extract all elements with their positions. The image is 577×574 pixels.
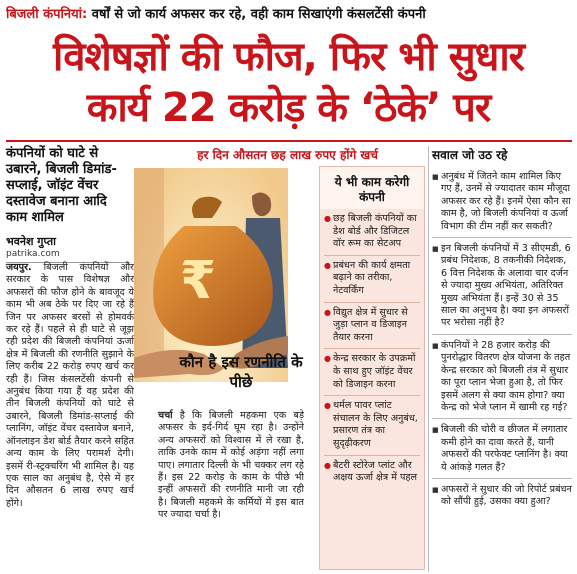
kicker-text: वर्षों से जो कार्य अफसर कर रहे, वही काम सिखाएंगी कंसलटेंसी कंपनी: [91, 7, 426, 22]
question-item: ■ बिजली की चोरी व छीजत में लगातार कमी होने का दावा करते हैं, यानी अफसरों की परफेक्ट प्लानिंग है। क्या ये आंकड़े गलत हैं?: [432, 424, 572, 479]
questions-title: सवाल जो उठ रहे: [432, 148, 508, 162]
lead-story: [6, 262, 134, 510]
side-story-text: है कि बिजली महकमा एक बड़े अफसर के इर्द-गिर्द घूम रहा है। उन्होंने अन्य अफसरों को विश्वास में ले रखा है, ताकि उनके काम में कोई अड़ंगा नहीं लगा पाए। लगातार दिल्ली के भी चक्कर लग रहे हैं। इस 22 करोड़ के काम के पीछे भी इन्हीं अफसरों की रणनीति मानी जा रही है। बिजली महकमे के कर्मियों में इस बात पर ज्यादा चर्चा है।: [158, 410, 304, 521]
tasks-list: [320, 213, 424, 489]
question-item: ■ कंपनियों ने 28 हजार करोड़ की पुनरोद्धार वितरण क्षेत्र योजना के तहत केन्द्र सरकार को बिजली तंत्र में सुधार का पूरा प्लान भेजा हुआ है, तो फिर इसमें अलग से क्या काम होगा? क्या केन्द्र को भेजे प्लान में खामी रह गई?: [432, 340, 572, 419]
side-story: [158, 410, 304, 522]
subheadline: कंपनियों को घाटे से उबारने, बिजली डिमांड-सप्लाई, जॉइंट वेंचर दस्तावेज बनाना आदि काम शामिल: [6, 146, 117, 225]
mid-headline: हर दिन औसतन छह लाख रुपए होंगे खर्च: [197, 148, 378, 162]
byline-site: patrika.com: [6, 249, 60, 259]
kicker-label: बिजली कंपनियां: [6, 7, 82, 22]
question-item: ■ अफसरों ने सुधार की जो रिपोर्ट प्रबंधन को सौंपी हुई, उसका क्या हुआ?: [432, 484, 572, 513]
side-story-lead: चर्चा: [158, 410, 173, 421]
kicker-colon: :: [82, 7, 88, 22]
side-story-title: कौन है इस रणनीति के पीछे: [179, 353, 303, 391]
tasks-box-title: ये भी काम करेगी कंपनी: [320, 167, 424, 209]
tasks-list-item: ● बैटरी स्टोरेज प्लांट और अक्षय ऊर्जा क्षेत्र में पहल: [324, 460, 420, 489]
tasks-list-item: ● केन्द्र सरकार के उपक्रमों के साथ हुए जॉइंट वेंचर को डिजाइन करना: [324, 353, 420, 396]
tasks-box: [319, 166, 425, 570]
byline-author: भवनेश गुप्ता: [6, 235, 56, 248]
rupee-icon: ₹: [179, 251, 217, 311]
lead-story-text: बिजली कंपनियों और सरकार के पास विशेषज्ञ और अफसरों की फौज होने के बावजूद ये काम भी अब ठेके पर दिए जा रहे हैं जिन पर अफसर बरसों से होमवर्क कर रहे हैं। पहले से ही घाटे से जूझ रही प्रदेश की बिजली कंपनियां ऊर्जा क्षेत्र में बिजली की रणनीति सुझाने के लिए करीब 22 करोड़ रुपए खर्च कर रही हैं। जिस कंसलटेंसी कंपनी से अनुबंध किया गया हैं वह प्रदेश की तीन बिजली कंपनियों को घाटे से उबारने, बिजली डिमांड-सप्लाई की प्लानिंग, जॉइंट वेंचर दस्तावेज बनाने, ऑनलाइन डेश बोर्ड तैयार करने सहित अन्य काम के लिए परामर्श देगी। इसमें री-स्ट्रक्चरिंग भी शामिल है। यह एक साल का अनुबंध है, ऐसे में हर दिन औसतन 6 लाख रुपए खर्च होंगे।: [6, 262, 134, 509]
question-item: ■ इन बिजली कंपनियों में 3 सीएमडी, 6 प्रबंध निदेशक, 8 तकनीकी निदेशक, 6 वित्त निदेशक के अलावा चार दर्जन से ज्यादा मुख्य अभियंता, अतिरिक्त मुख्य अभियंता हैं। इन्हें 30 से 35 साल का अनुभव है। क्या इन अफसरों पर भरोसा नहीं है?: [432, 243, 572, 335]
dateline: जयपुर.: [6, 262, 32, 273]
left-column: [6, 146, 130, 266]
tasks-list-item: ● छह बिजली कंपनियों का डेश बोर्ड और डिजिटल वॉर रूम का सेटअप: [324, 213, 420, 256]
column-divider: [428, 146, 429, 572]
kicker: [6, 4, 572, 26]
tasks-list-item: ● विद्युत क्षेत्र में सुधार से जुड़ा प्लान व डिजाइन तैयार करना: [324, 307, 420, 350]
headline-divider: [6, 140, 572, 142]
questions-column: [432, 146, 572, 518]
tasks-list-item: ● थर्मल पावर प्लांट संचालन के लिए अनुबंध, प्रसारण तंत्र का सुदृढ़ीकरण: [324, 400, 420, 455]
headline-line-2: कार्य 22 करोड़ के ‘ठेके’ पर: [86, 85, 491, 131]
question-item: ■ अनुबंध में जितने काम शामिल किए गए हैं, उनमें से ज्यादातर काम मौजूदा अफसर कर रहे हैं। इनमें ऐसा कौन सा काम है, जो बिजली कंपनियां व ऊर्जा विभाग की टीम नहीं कर सकती?: [432, 171, 572, 238]
tasks-list-item: ● प्रबंधन की कार्य क्षमता बढ़ाने का तरीका, नेटवर्किंग: [324, 260, 420, 303]
headline-line-1: विशेषज्ञों की फौज, फिर भी सुधार: [52, 34, 525, 80]
